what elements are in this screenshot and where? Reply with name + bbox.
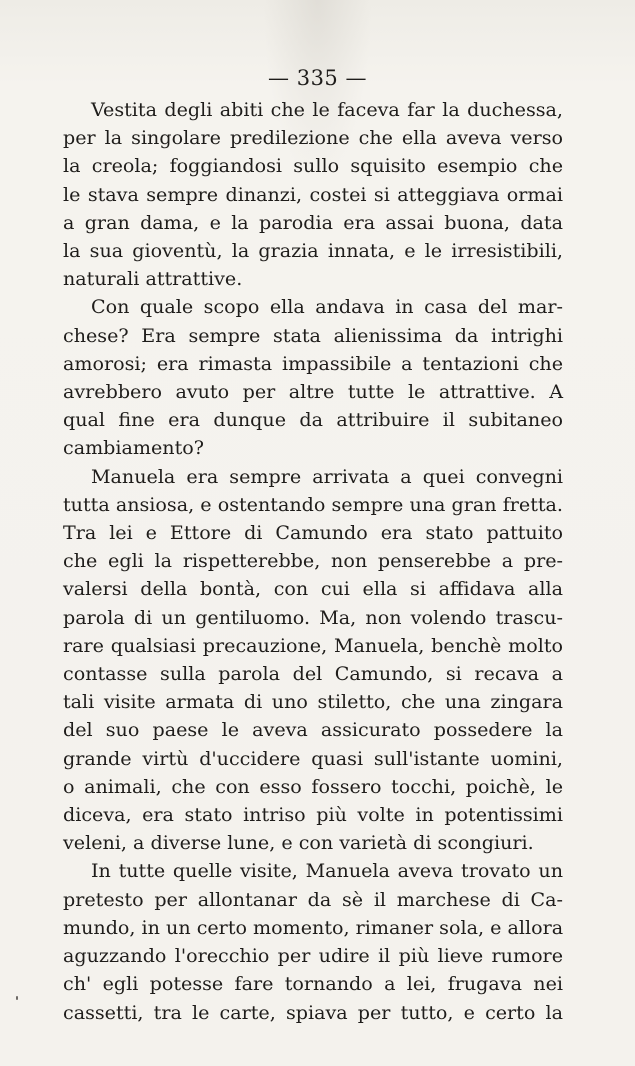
- text-line: tali visite armata di uno stiletto, che una zingara: [63, 690, 563, 714]
- text-line: ch' egli potesse fare tornando a lei, frugava nei: [63, 972, 563, 996]
- text-line: a gran dama, e la parodia era assai buona, data: [63, 210, 563, 234]
- body-text: [63, 96, 563, 1027]
- text-line: tutta ansiosa, e ostentando sempre una gran fretta.: [63, 492, 563, 516]
- text-line: o animali, che con esso fossero tocchi, poichè, le: [63, 774, 563, 798]
- text-line: avrebbero avuto per altre tutte le attrattive. A: [63, 380, 563, 404]
- text-line: cassetti, tra le carte, spiava per tutto, e certo la: [63, 1000, 563, 1024]
- text-line: diceva, era stato intriso più volte in potentissimi: [63, 803, 563, 827]
- text-line: Manuela era sempre arrivata a quei convegni: [91, 464, 563, 488]
- text-line: rare qualsiasi precauzione, Manuela, benchè molto: [63, 633, 563, 657]
- text-line: naturali attrattive.: [63, 267, 243, 291]
- text-line: contasse sulla parola del Camundo, si recava a: [63, 662, 563, 686]
- text-line: qual fine era dunque da attribuire il subitaneo: [63, 408, 563, 432]
- text-line: chese? Era sempre stata alienissima da intrighi: [63, 323, 563, 347]
- text-line: grande virtù d'uccidere quasi sull'istante uomini,: [63, 746, 563, 770]
- text-line: la creola; foggiandosi sullo squisito esempio che: [63, 154, 563, 178]
- text-line: Vestita degli abiti che le faceva far la duchessa,: [91, 98, 563, 121]
- text-line: del suo paese le aveva assicurato possedere la: [63, 718, 563, 742]
- text-line: mundo, in un certo momento, rimaner sola, e allora: [63, 915, 564, 939]
- text-line: In tutte quelle visite, Manuela aveva trovato un: [91, 859, 563, 883]
- text-line: valersi della bontà, con cui ella si affidava alla: [63, 577, 563, 601]
- text-line: amorosi; era rimasta impassibile a tentazioni che: [63, 351, 563, 375]
- text-line: che egli la rispetterebbe, non penserebbe a pre-: [63, 549, 563, 573]
- text-line: pretesto per allontanar da sè il marchese di Ca-: [63, 887, 563, 911]
- text-line: per la singolare predilezione che ella aveva verso: [63, 126, 563, 150]
- paragraph-1: [63, 96, 563, 293]
- text-line: veleni, a diverse lune, e con varietà di scongiuri.: [63, 831, 534, 855]
- text-line: le stava sempre dinanzi, costei si atteggiava ormai: [63, 182, 563, 206]
- paragraph-2: [63, 293, 563, 462]
- text-line: parola di un gentiluomo. Ma, non volendo trascu-: [63, 605, 563, 629]
- text-line: cambiamento?: [63, 436, 205, 460]
- text-line: aguzzando l'orecchio per udire il più lieve rumore: [63, 944, 563, 968]
- paragraph-4: [63, 857, 563, 1026]
- text-line: la sua gioventù, la grazia innata, e le irresistibili,: [63, 239, 563, 263]
- page-number: — 335 —: [268, 66, 367, 90]
- paper-speck: [16, 996, 18, 1000]
- text-line: Con quale scopo ella andava in casa del mar-: [91, 295, 563, 319]
- paragraph-3: [63, 463, 563, 858]
- text-line: Tra lei e Ettore di Camundo era stato pattuito: [63, 521, 563, 545]
